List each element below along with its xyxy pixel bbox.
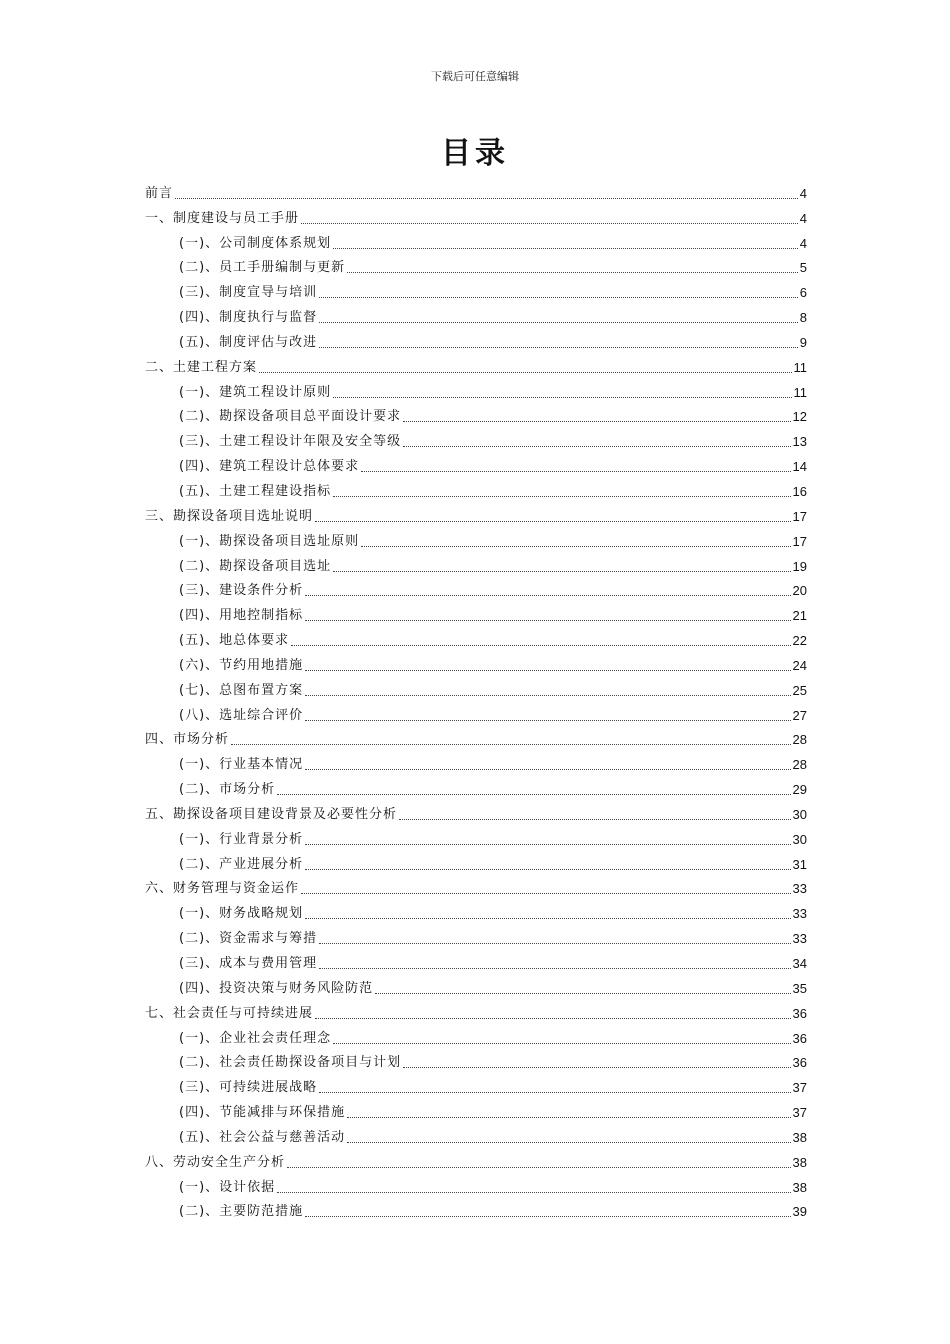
toc-dot-leader	[277, 1192, 790, 1193]
toc-entry-label: (三)、成本与费用管理	[179, 956, 318, 971]
table-of-contents	[145, 177, 807, 1220]
toc-entry-page-number: 36	[792, 1055, 807, 1071]
header-note: 下载后可任意编辑	[431, 70, 519, 83]
toc-entry-page-number: 28	[792, 732, 807, 748]
toc-entry-label: (三)、建设条件分析	[179, 583, 304, 599]
toc-entry-page-number: 24	[792, 657, 807, 673]
toc-dot-leader	[403, 446, 790, 447]
toc-entry[interactable]	[145, 773, 807, 798]
toc-entry-label: (一)、财务战略规划	[179, 906, 304, 922]
toc-dot-leader	[305, 869, 790, 870]
toc-entry[interactable]	[145, 599, 807, 624]
toc-entry[interactable]	[145, 1096, 807, 1121]
toc-entry-label: 三、勘探设备项目选址说明	[145, 508, 314, 524]
toc-dot-leader	[319, 1092, 790, 1093]
toc-entry-page-number: 4	[799, 185, 807, 201]
toc-entry[interactable]	[145, 301, 807, 326]
toc-entry-label: (二)、勘探设备项目选址	[179, 558, 332, 574]
toc-dot-leader	[333, 248, 798, 249]
toc-entry[interactable]	[145, 699, 807, 724]
toc-dot-leader	[315, 1018, 791, 1019]
toc-entry[interactable]	[145, 401, 807, 426]
toc-entry-label: (八)、选址综合评价	[179, 707, 304, 723]
toc-entry-page-number: 34	[792, 956, 807, 971]
toc-entry[interactable]	[145, 724, 807, 749]
toc-entry-label: (二)、员工手册编制与更新	[179, 260, 346, 276]
toc-entry-label: (四)、节能减排与环保措施	[179, 1105, 346, 1121]
toc-entry-label: 七、社会责任与可持续进展	[145, 1005, 314, 1021]
toc-dot-leader	[319, 968, 790, 969]
toc-entry-page-number: 33	[792, 881, 807, 897]
toc-dot-leader	[347, 272, 798, 273]
toc-entry-label: (二)、资金需求与筹措	[179, 931, 318, 947]
toc-entry[interactable]	[145, 748, 807, 773]
toc-dot-leader	[403, 421, 790, 422]
toc-entry[interactable]	[145, 674, 807, 699]
toc-entry-label: (五)、制度评估与改进	[179, 334, 318, 350]
toc-entry-label: (五)、社会公益与慈善活动	[179, 1129, 346, 1145]
toc-entry[interactable]	[145, 575, 807, 600]
toc-entry-page-number: 16	[792, 483, 807, 499]
toc-dot-leader	[347, 1117, 790, 1118]
toc-entry-page-number: 30	[792, 831, 807, 847]
toc-dot-leader	[301, 223, 798, 224]
toc-entry[interactable]	[145, 1146, 807, 1171]
toc-entry[interactable]	[145, 500, 807, 525]
toc-entry-page-number: 38	[792, 1129, 807, 1145]
toc-entry-label: (四)、用地控制指标	[179, 608, 304, 624]
toc-entry-page-number: 36	[792, 1005, 807, 1021]
toc-dot-leader	[319, 322, 798, 323]
toc-dot-leader	[277, 794, 790, 795]
toc-dot-leader	[305, 844, 790, 845]
toc-entry-label: 八、劳动安全生产分析	[145, 1154, 286, 1170]
toc-entry[interactable]	[145, 326, 807, 351]
toc-entry-label: (一)、企业社会责任理念	[179, 1030, 332, 1046]
toc-entry-label: (三)、制度宣导与培训	[179, 285, 318, 301]
toc-dot-leader	[333, 571, 790, 572]
toc-entry-label: (一)、行业背景分析	[179, 831, 304, 847]
toc-dot-leader	[305, 595, 790, 596]
toc-entry[interactable]	[145, 972, 807, 997]
toc-entry-label: (二)、产业进展分析	[179, 856, 304, 872]
toc-entry-page-number: 9	[799, 334, 807, 350]
toc-entry-page-number: 17	[792, 508, 807, 524]
toc-entry[interactable]	[145, 202, 807, 227]
toc-entry-label: (三)、土建工程设计年限及安全等级	[179, 434, 402, 450]
toc-dot-leader	[361, 546, 790, 547]
toc-entry-label: (一)、行业基本情况	[179, 757, 304, 773]
toc-entry-label: (一)、勘探设备项目选址原则	[179, 533, 360, 549]
toc-entry-page-number: 22	[792, 633, 807, 649]
toc-dot-leader	[403, 1067, 790, 1068]
toc-entry-page-number: 39	[792, 1204, 807, 1220]
toc-entry-page-number: 17	[792, 533, 807, 549]
toc-entry-label: 前言	[145, 185, 174, 201]
toc-entry-label: (四)、制度执行与监督	[179, 310, 318, 326]
toc-dot-leader	[305, 670, 790, 671]
toc-entry[interactable]	[145, 649, 807, 674]
toc-dot-leader	[333, 1043, 790, 1044]
toc-entry-label: 六、财务管理与资金运作	[145, 881, 300, 897]
toc-dot-leader	[305, 1216, 790, 1217]
toc-entry-page-number: 12	[792, 409, 807, 425]
toc-dot-leader	[305, 918, 790, 919]
toc-entry-page-number: 8	[799, 310, 807, 326]
toc-entry-label: (四)、投资决策与财务风险防范	[179, 980, 374, 996]
toc-dot-leader	[305, 720, 790, 721]
toc-dot-leader	[259, 372, 791, 373]
toc-entry-page-number: 6	[799, 285, 807, 301]
toc-entry-page-number: 21	[792, 608, 807, 624]
toc-entry[interactable]	[145, 997, 807, 1022]
toc-dot-leader	[291, 645, 790, 646]
toc-entry[interactable]	[145, 798, 807, 823]
toc-entry-page-number: 19	[792, 558, 807, 574]
toc-entry[interactable]	[145, 425, 807, 450]
toc-entry[interactable]	[145, 1071, 807, 1096]
toc-entry[interactable]	[145, 1196, 807, 1221]
toc-entry-label: 四、市场分析	[145, 732, 230, 748]
toc-entry[interactable]	[145, 624, 807, 649]
toc-entry-label: (二)、勘探设备项目总平面设计要求	[179, 409, 402, 425]
toc-entry-page-number: 38	[792, 1154, 807, 1170]
toc-entry[interactable]	[145, 276, 807, 301]
toc-entry-page-number: 33	[792, 906, 807, 922]
toc-entry-label: (七)、总图布置方案	[179, 682, 304, 698]
toc-entry-label: (五)、地总体要求	[179, 633, 290, 649]
toc-dot-leader	[231, 744, 791, 745]
toc-dot-leader	[333, 496, 790, 497]
toc-entry-page-number: 36	[792, 1030, 807, 1046]
toc-dot-leader	[175, 198, 798, 199]
toc-entry-page-number: 37	[792, 1105, 807, 1121]
toc-entry[interactable]	[145, 376, 807, 401]
toc-entry-page-number: 20	[792, 583, 807, 599]
toc-entry-label: (二)、社会责任勘探设备项目与计划	[179, 1055, 402, 1071]
toc-dot-leader	[319, 347, 798, 348]
toc-dot-leader	[305, 769, 790, 770]
toc-entry-label: (一)、建筑工程设计原则	[179, 384, 332, 400]
toc-entry[interactable]	[145, 823, 807, 848]
toc-entry-label: (一)、设计依据	[179, 1179, 276, 1195]
toc-entry[interactable]	[145, 1121, 807, 1146]
toc-entry-page-number: 11	[793, 384, 807, 400]
toc-entry-page-number: 35	[792, 980, 807, 996]
toc-entry-page-number: 4	[799, 210, 807, 226]
toc-entry-page-number: 25	[792, 682, 807, 698]
toc-entry[interactable]	[145, 1047, 807, 1072]
toc-dot-leader	[333, 397, 791, 398]
toc-entry[interactable]	[145, 1171, 807, 1196]
toc-dot-leader	[315, 521, 791, 522]
toc-entry[interactable]	[145, 475, 807, 500]
toc-entry-label: (一)、公司制度体系规划	[179, 235, 332, 251]
toc-dot-leader	[319, 943, 790, 944]
toc-entry[interactable]	[145, 873, 807, 898]
toc-entry[interactable]	[145, 252, 807, 277]
toc-entry[interactable]	[145, 897, 807, 922]
toc-entry-label: (二)、市场分析	[179, 782, 276, 798]
toc-entry-page-number: 14	[792, 459, 807, 475]
toc-entry-page-number: 5	[799, 260, 807, 276]
toc-entry-label: 二、土建工程方案	[145, 359, 258, 375]
toc-dot-leader	[301, 893, 791, 894]
toc-entry-page-number: 33	[792, 931, 807, 947]
toc-entry-label: (五)、土建工程建设指标	[179, 483, 332, 499]
toc-entry-label: (四)、建筑工程设计总体要求	[179, 459, 360, 475]
toc-entry[interactable]	[145, 550, 807, 575]
toc-entry[interactable]	[145, 525, 807, 550]
toc-entry[interactable]	[145, 1022, 807, 1047]
toc-title: 目录	[441, 136, 509, 171]
toc-dot-leader	[347, 1142, 790, 1143]
toc-entry[interactable]	[145, 922, 807, 947]
toc-dot-leader	[319, 297, 798, 298]
toc-entry-page-number: 38	[792, 1179, 807, 1195]
toc-entry-page-number: 11	[793, 359, 807, 375]
toc-entry-label: (二)、主要防范措施	[179, 1204, 304, 1220]
toc-entry[interactable]	[145, 351, 807, 376]
toc-entry-label: (三)、可持续进展战略	[179, 1080, 318, 1096]
toc-entry-page-number: 4	[799, 235, 807, 251]
toc-entry-label: (六)、节约用地措施	[179, 657, 304, 673]
toc-dot-leader	[287, 1167, 791, 1168]
toc-entry[interactable]	[145, 227, 807, 252]
toc-entry-label: 一、制度建设与员工手册	[145, 210, 300, 226]
toc-dot-leader	[361, 471, 790, 472]
toc-entry-page-number: 27	[792, 707, 807, 723]
toc-entry[interactable]	[145, 848, 807, 873]
toc-entry-page-number: 31	[792, 856, 807, 872]
toc-entry-page-number: 37	[792, 1080, 807, 1096]
toc-dot-leader	[305, 620, 790, 621]
toc-entry[interactable]	[145, 450, 807, 475]
toc-dot-leader	[305, 695, 790, 696]
toc-entry[interactable]	[145, 177, 807, 202]
toc-entry-page-number: 13	[792, 434, 807, 450]
toc-entry-page-number: 30	[792, 806, 807, 822]
toc-entry-label: 五、勘探设备项目建设背景及必要性分析	[145, 806, 398, 822]
toc-entry[interactable]	[145, 947, 807, 972]
toc-dot-leader	[399, 819, 791, 820]
toc-entry-page-number: 28	[792, 757, 807, 773]
toc-dot-leader	[375, 993, 790, 994]
toc-entry-page-number: 29	[792, 782, 807, 798]
